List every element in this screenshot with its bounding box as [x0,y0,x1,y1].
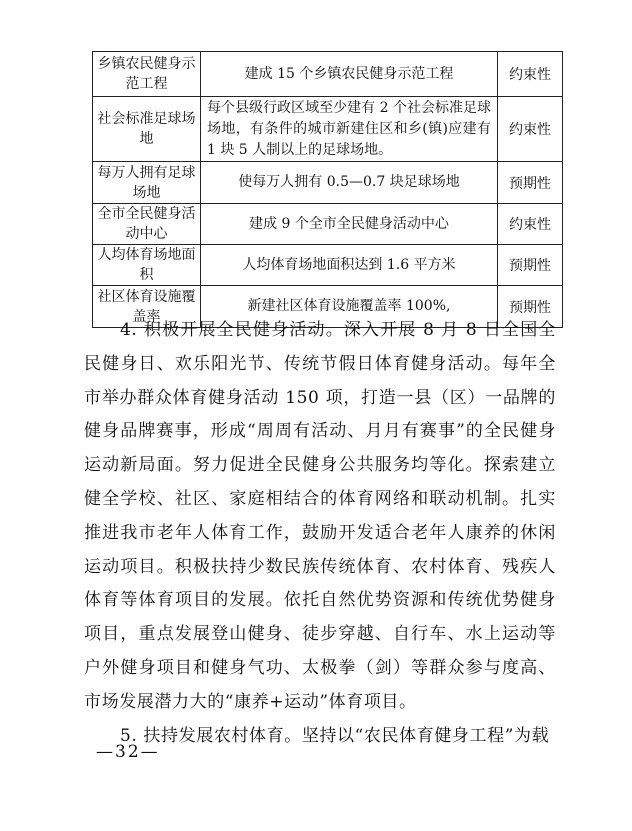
table-row [93,204,563,245]
indicator-content: 新建社区体育设施覆盖率 100%, [201,286,498,328]
table-row [93,52,563,97]
indicator-content: 建成 9 个全市全民健身活动中心 [201,204,498,245]
table-row [93,245,563,286]
indicator-type: 约束性 [498,52,563,97]
indicator-type: 约束性 [498,97,563,162]
page-number: —32— [96,742,160,762]
paragraph: 5. 扶持发展农村体育。坚持以“农民体育健身工程”为载 [120,725,550,746]
indicator-content: 每个县级行政区域至少建有 2 个社会标准足球场地，有条件的城市新建住区和乡(镇)应建有 1 块 5 人制以上的足球场地。 [201,97,498,162]
indicator-name: 乡镇农民健身示范工程 [93,52,201,97]
indicator-type: 预期性 [498,286,563,328]
paragraph: 4. 积极开展全民健身活动。深入开展 8 月 8 日全国全民健身日、欢乐阳光节、传统节假日体育健身活动。每年全市举办群众体育健身活动 150 项，打造一县（区）一品牌的健身品牌赛事，形成“周周有活动、月月有赛事”的全民健身运动新局面。努力促进全民健身公共服务均等化。探索建立健全学校、社区、家庭相结合的体育网络和联动机制。扎实推进我市老年人体育工作，鼓励开发适合老年人康养的休闲运动项目。积极扶持少数民族传统体育、农村体育、残疾人体育等体育项目的发展。依托自然优势资源和传统优势健身项目，重点发展登山健身、徒步穿越、自行车、水上运动等户外健身项目和健身气功、太极拳（剑）等群众参与度高、市场发展潜力大的“康养+运动”体育项目。 [84,320,556,712]
indicator-content: 使每万人拥有 0.5—0.7 块足球场地 [201,162,498,204]
table-row [93,97,563,162]
indicator-name: 全市全民健身活动中心 [93,204,201,245]
indicator-table [92,51,563,328]
indicator-name: 社区体育设施覆盖率 [93,286,201,328]
indicator-type: 约束性 [498,204,563,245]
table-row [93,162,563,204]
indicator-name: 人均体育场地面积 [93,245,201,286]
indicator-content: 建成 15 个乡镇农民健身示范工程 [201,52,498,97]
indicator-name: 社会标准足球场地 [93,97,201,162]
indicator-type: 预期性 [498,245,563,286]
indicator-name: 每万人拥有足球场地 [93,162,201,204]
indicator-content: 人均体育场地面积达到 1.6 平方米 [201,245,498,286]
indicator-type: 预期性 [498,162,563,204]
body-text [84,314,556,753]
